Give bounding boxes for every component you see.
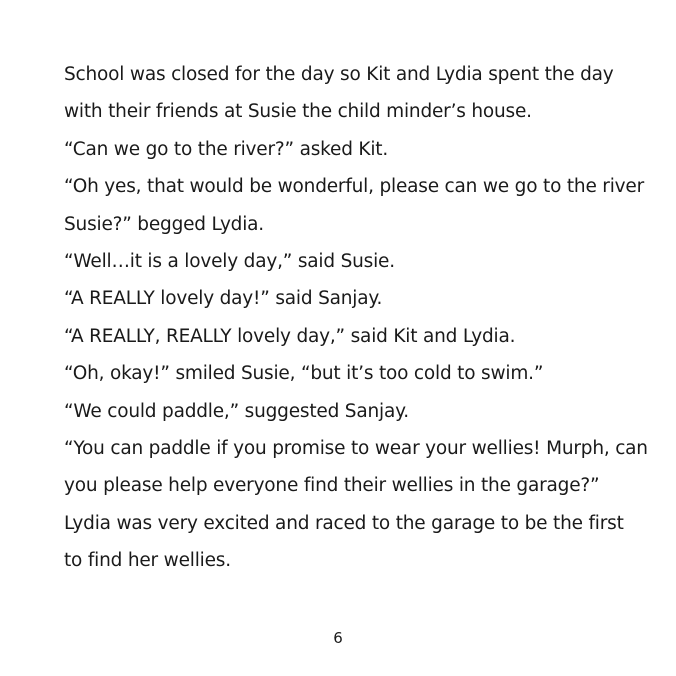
story-line: “Well…it is a lovely day,” said Susie. bbox=[64, 250, 395, 272]
story-line: Lydia was very excited and raced to the garage to be the first bbox=[64, 512, 624, 534]
story-line: with their friends at Susie the child minder’s house. bbox=[64, 101, 532, 123]
story-line: “Oh, okay!” smiled Susie, “but it’s too cold to swim.” bbox=[64, 363, 544, 385]
story-line: “A REALLY, REALLY lovely day,” said Kit and Lydia. bbox=[64, 325, 516, 347]
story-line: “Can we go to the river?” asked Kit. bbox=[64, 138, 389, 160]
story-line: “Oh yes, that would be wonderful, please can we go to the river bbox=[64, 176, 644, 198]
story-line: to find her wellies. bbox=[64, 550, 231, 572]
story-line: Susie?” begged Lydia. bbox=[64, 213, 264, 235]
story-line: “You can paddle if you promise to wear your wellies! Murph, can bbox=[64, 437, 648, 459]
story-line: “A REALLY lovely day!” said Sanjay. bbox=[64, 288, 383, 310]
story-text bbox=[64, 56, 648, 579]
page-number: 6 bbox=[333, 629, 343, 647]
story-line: “We could paddle,” suggested Sanjay. bbox=[64, 400, 409, 422]
story-line: you please help everyone find their wellies in the garage?” bbox=[64, 475, 600, 497]
story-line: School was closed for the day so Kit and Lydia spent the day bbox=[64, 64, 614, 85]
